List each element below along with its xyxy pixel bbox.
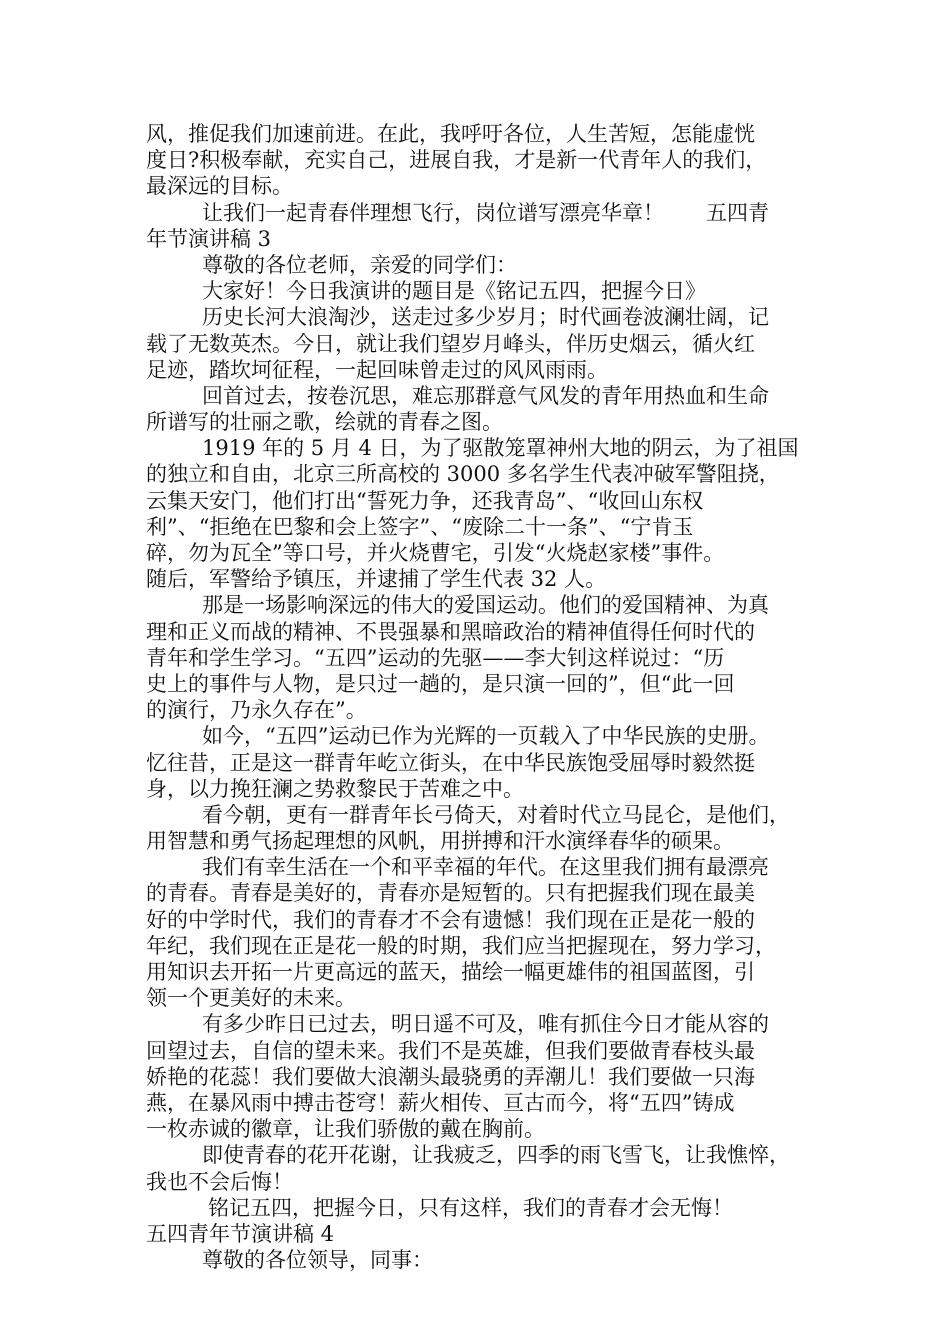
text-line: 的独立和自由，北京三所高校的 3000 多名学生代表冲破军警阻挠，: [146, 462, 780, 487]
text-line: 我也不会后悔！: [146, 1169, 293, 1194]
text-line: 娇艳的花蕊！我们要做大浪潮头最骁勇的弄潮儿！我们要做一只海: [146, 1064, 755, 1089]
text-line: 燕，在暴风雨中搏击苍穹！薪火相传、亘古而今，将“五四”铸成: [146, 1090, 735, 1115]
text-line: 的青春。青春是美好的，青春亦是短暂的。只有把握我们现在最美: [146, 881, 755, 906]
text-line: 利”、“拒绝在巴黎和会上签字”、“废除二十一条”、“宁肯玉: [146, 514, 694, 539]
text-line: 史上的事件与人物，是只过一趟的，是只演一回的”，但“此一回: [146, 671, 735, 696]
closing-line: 铭记五四，把握今日，只有这样，我们的青春才会无悔！: [208, 1195, 733, 1220]
text-line: 载了无数英杰。今日，就让我们望岁月峰头，伴历史烟云，循火红: [146, 331, 755, 356]
text-line: 足迹，踏坎坷征程，一起回味曾走过的风风雨雨。: [146, 357, 608, 382]
text-line: 我们有幸生活在一个和平幸福的年代。在这里我们拥有最漂亮: [202, 855, 769, 880]
text-line: 好的中学时代，我们的青春才不会有遗憾！我们现在正是花一般的: [146, 907, 755, 932]
text-line: 年纪，我们现在正是花一般的时期，我们应当把握现在，努力学习，: [146, 933, 776, 958]
text-line: 忆往昔，正是这一群青年屹立街头，在中华民族饱受屈辱时毅然挺: [146, 750, 755, 775]
text-line: 身，以力挽狂澜之势救黎民于苦难之中。: [146, 776, 524, 801]
text-line: 回首过去，按卷沉思，难忘那群意气风发的青年用热血和生命: [202, 383, 769, 408]
closing-text: 让我们一起青春伴理想飞行，岗位谱写漂亮华章！: [202, 200, 664, 225]
text-line: 随后，军警给予镇压，并逮捕了学生代表 32 人。: [146, 567, 607, 592]
text-line: 理和正义而战的精神、不畏强暴和黑暗政治的精神值得任何时代的: [146, 619, 755, 644]
text-line: 看今朝，更有一群青年长弓倚天，对着时代立马昆仑，是他们，: [202, 802, 790, 827]
text-line: 领一个更美好的未来。: [146, 986, 356, 1011]
text-line: 历史长河大浪淘沙，送走过多少岁月；时代画卷波澜壮阔，记: [202, 305, 769, 330]
text-line: 大家好！今日我演讲的题目是《铭记五四，把握今日》: [202, 279, 706, 304]
section-heading-end: 年节演讲稿 3: [146, 226, 272, 251]
text-line: 有多少昨日已过去，明日遥不可及，唯有抓住今日才能从容的: [202, 1012, 769, 1037]
text-line: 云集天安门，他们打出“誓死力争，还我青岛”、“收回山东权: [146, 488, 704, 513]
text-line: 一枚赤诚的徽章，让我们骄傲的戴在胸前。: [146, 1117, 545, 1142]
text-line: 所谱写的壮丽之歌，绘就的青春之图。: [146, 410, 503, 435]
text-line: 如今，“五四”运动已作为光辉的一页载入了中华民族的史册。: [202, 724, 770, 749]
text-line: 回望过去，自信的望未来。我们不是英雄，但我们要做青春枝头最: [146, 1038, 755, 1063]
text-line: 用知识去开拓一片更高远的蓝天，描绘一幅更雄伟的祖国蓝图，引: [146, 960, 755, 984]
closing-line: [146, 200, 826, 226]
text-line: 度日?积极奉献，充实自己，进展自我，才是新一代青年人的我们，: [146, 148, 767, 173]
text-line: 那是一场影响深远的伟大的爱国运动。他们的爱国精神、为真: [202, 593, 769, 618]
section-heading: 五四青年节演讲稿 4: [146, 1221, 335, 1246]
salutation: 尊敬的各位老师，亲爱的同学们：: [202, 252, 517, 277]
document-body: [146, 121, 826, 1273]
text-line: 最深远的目标。: [146, 174, 293, 199]
salutation: 尊敬的各位领导，同事：: [202, 1248, 433, 1273]
text-line: 即使青春的花开花谢，让我疲乏，四季的雨飞雪飞，让我憔悴，: [202, 1143, 790, 1168]
section-heading-start: 五四青: [706, 200, 769, 225]
text-line: 青年和学生学习。“五四”运动的先驱——李大钊这样说过：“历: [146, 645, 725, 670]
text-line: 1919 年的 5 月 4 日，为了驱散笼罩神州大地的阴云，为了祖国: [202, 436, 799, 461]
text-line: 用智慧和勇气扬起理想的风帆，用拼搏和汗水演绎春华的硕果。: [146, 829, 734, 854]
text-line: 风，推促我们加速前进。在此，我呼吁各位，人生苦短，怎能虚恍: [146, 122, 755, 146]
text-line: 的演行，乃永久存在”。: [146, 698, 367, 723]
text-line: 碎，勿为瓦全”等口号，并火烧曹宅，引发“火烧赵家楼”事件。: [146, 541, 725, 565]
